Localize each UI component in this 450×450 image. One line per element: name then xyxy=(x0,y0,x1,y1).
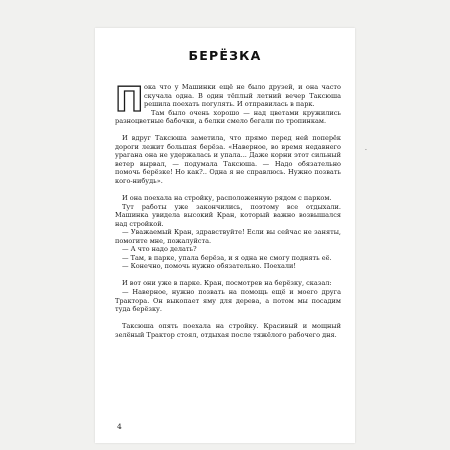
paragraph-5: Тут работы уже закончились, поэтому все отдыхали. Машинка увидела высокий Кран, который важно возвышался над стройкой. xyxy=(115,202,341,228)
page-text xyxy=(115,80,341,339)
paragraph-9: — Конечно, помочь нужно обязательно. Поехали! xyxy=(122,262,297,271)
paragraph-8: — Там, в парке, упала берёза, и я одна не смогу поднять её. xyxy=(122,253,332,262)
paragraph-3: И вдруг Таксюша заметила, что прямо перед ней поперёк дороги лежит большая берёза. «Наверное, во время недавнего урагана она не удержалась и упала... Даже корни этот сильный ветер вырвал, — подумала Таксюша. — Надо обязательно помочь берёзке! Но как?.. Одна я не справлюсь. Нужно позвать кого-нибудь». xyxy=(115,134,341,185)
book-page xyxy=(95,28,367,443)
paragraph-7: — А что надо делать? xyxy=(122,245,197,254)
paragraph-2: Там было очень хорошо — над цветами кружились разноцветные бабочки, а белки смело бегали по тропинкам. xyxy=(115,108,341,126)
paragraph-6: — Уважаемый Кран, здравствуйте! Если вы сейчас не заняты, помогите мне, пожалуйста. xyxy=(115,228,341,245)
margin-mark: · xyxy=(365,147,367,154)
paragraph-10: И вот они уже в парке. Кран, посмотрев на берёзку, сказал: xyxy=(122,279,332,288)
paragraph-11: — Наверное, нужно позвать на помощь ещё и моего друга Трактора. Он выкопает яму для дерева, а потом мы посадим туда берёзку. xyxy=(115,287,341,314)
chapter-title: БЕРЁЗКА xyxy=(188,48,262,63)
drop-cap-letter: П xyxy=(115,80,144,120)
paragraph-12: Таксюша опять поехала на стройку. Красивый и мощный зелёный Трактор стоял, отдыхая после тяжёлого рабочего дня. xyxy=(115,322,341,339)
paragraph-4: И она поехала на стройку, расположенную рядом с парком. xyxy=(122,194,332,203)
page-number: 4 xyxy=(117,422,122,431)
paragraph-1-text: ока что у Машинки ещё не было друзей, и она часто скучала одна. В один тёплый летний вечер Таксюша решила поехать погулять. И отправилась в парк. xyxy=(144,83,341,109)
